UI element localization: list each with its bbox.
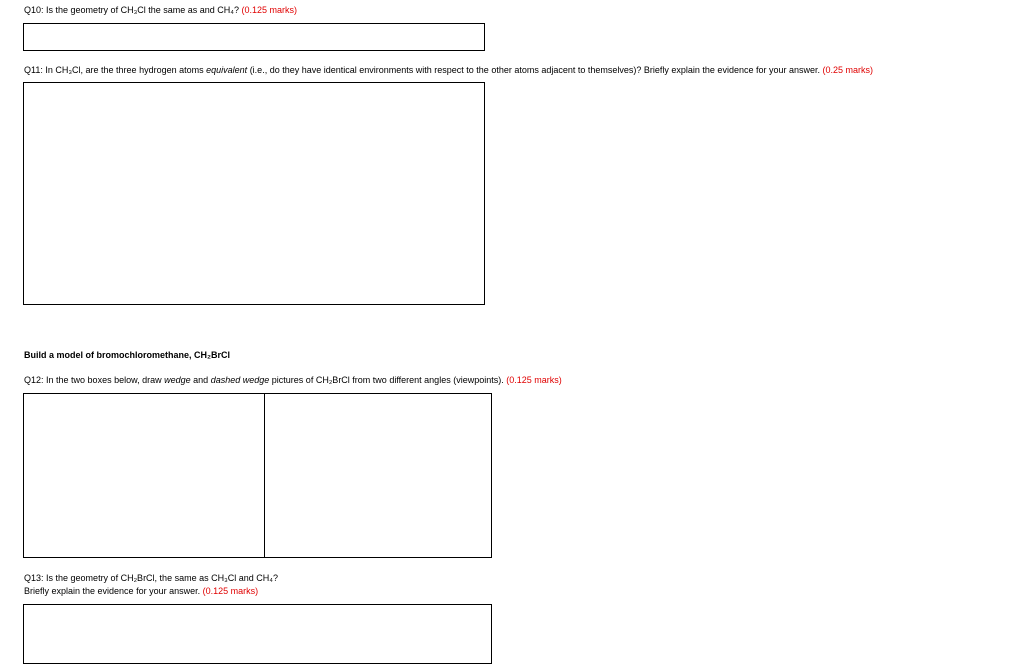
- q11-answer-box[interactable]: [23, 82, 485, 305]
- q12-text-c: pictures of CH₂BrCl from two different angles (viewpoints).: [271, 375, 504, 385]
- q10-answer-box[interactable]: [23, 23, 485, 51]
- q12-text-a: In the two boxes below, draw: [46, 375, 162, 385]
- q13-question-line2: [24, 585, 258, 597]
- q10-label: Q10:: [24, 5, 44, 15]
- q12-label: Q12:: [24, 375, 44, 385]
- q11-emphasis: equivalent: [206, 65, 248, 75]
- q13-text-line2: Briefly explain the evidence for your answer.: [24, 586, 201, 596]
- q13-question-line1: [24, 572, 278, 584]
- q10-text: Is the geometry of CH₃Cl the same as and CH₄?: [46, 5, 239, 15]
- q13-text-line1: Is the geometry of CH₂BrCl, the same as CH₃Cl and CH₄?: [46, 573, 278, 583]
- q11-label: Q11:: [24, 65, 43, 75]
- q12-text-b: and: [193, 375, 209, 385]
- q12-marks: (0.125 marks): [506, 375, 562, 385]
- q10-marks: (0.125 marks): [241, 5, 297, 15]
- section-heading: Build a model of bromochloromethane, CH₂BrCl: [24, 350, 231, 360]
- q13-answer-box[interactable]: [23, 604, 492, 664]
- q13-label: Q13:: [24, 573, 44, 583]
- q11-text-b: (i.e., do they have identical environments with respect to the other atoms adjacent to themselves)? Briefly explain the evidence for your answer.: [249, 65, 820, 75]
- q12-drawing-box-left[interactable]: [23, 393, 265, 558]
- q12-emphasis-dashed-wedge: dashed wedge: [210, 375, 270, 385]
- q11-marks: (0.25 marks): [822, 65, 874, 75]
- q13-marks: (0.125 marks): [202, 586, 259, 596]
- q11-text-a: In CH₃Cl, are the three hydrogen atoms: [45, 65, 204, 75]
- q12-drawing-box-right[interactable]: [264, 393, 492, 558]
- q10-question: [24, 4, 297, 16]
- q12-question: [24, 374, 562, 386]
- q11-question: [24, 64, 873, 76]
- q12-emphasis-wedge: wedge: [164, 375, 191, 385]
